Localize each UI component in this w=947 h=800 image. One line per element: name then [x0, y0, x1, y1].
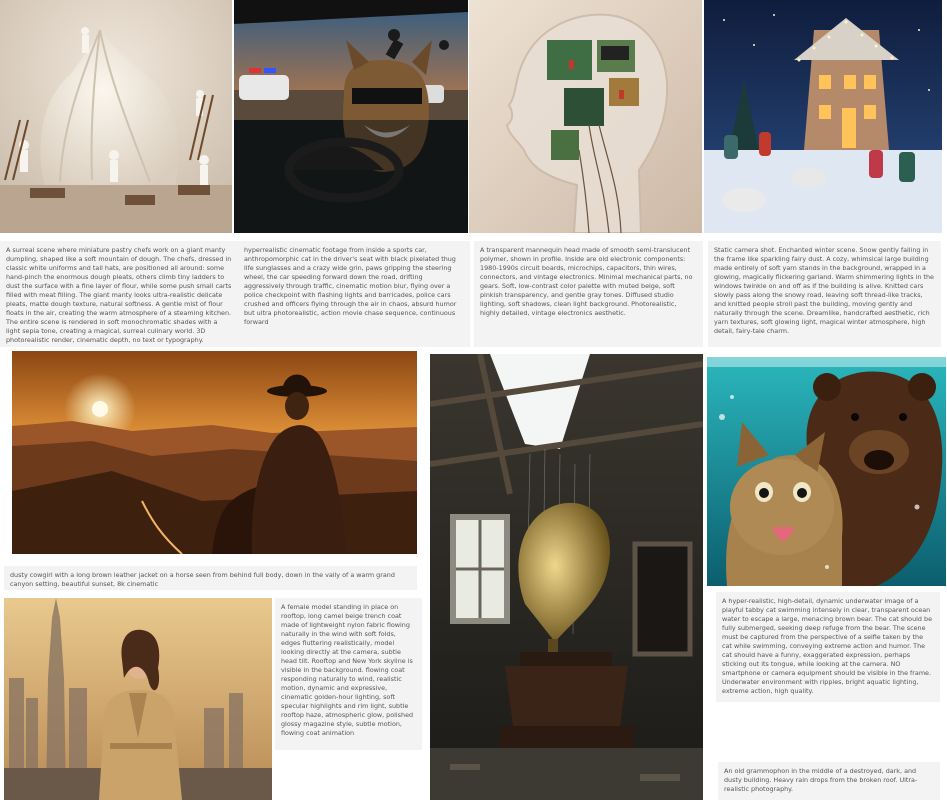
- prompt-caption: A surreal scene where miniature pastry chefs work on a giant manty dumpling, shaped like a soft mountain of dough. The chefs, dressed in classic white uniforms and tall hats, are positioned all around: some hand-pinch the enormous dough pleats, others climb tiny ladders to dust the surface with a fine layer of flour, while some push small carts filled with meat filling. The giant manty looks ultra-realistic delicate pleats, matte dough texture, natural softness. A gentle mist of flour floats in the air, creating the warm atmosphere of a steaming kitchen. The entire scene is rendered in soft monochromatic shades with a light sepia tone, creating a magical, surreal culinary world. 3D photorealistic render, cinematic depth, no text or typography.: [0, 241, 238, 347]
- image-mannequin-electronics[interactable]: [469, 0, 702, 233]
- gramophone-illustration: [430, 354, 703, 800]
- knitted-winter-illustration: [704, 0, 942, 233]
- image-dough-chefs[interactable]: [0, 0, 232, 233]
- mannequin-illustration: [469, 0, 702, 233]
- image-cat-driver[interactable]: [234, 0, 468, 233]
- image-trench-model[interactable]: [4, 598, 272, 800]
- image-cowgirl-canyon[interactable]: [12, 351, 417, 554]
- prompt-caption: hyperrealistic cinematic footage from inside a sports car, anthropomorphic cat in the driver's seat with black pixelated thug life sunglasses and a crazy wide grin, paws gripping the steering wheel, the car speeding forward down the road, drifting aggressively through traffic, cinematic motion blur, flying over a police checkpoint with flashing lights and barricades, police cars crushed and officers flying through the air in chaos, absurd humor but ultra photorealistic, action movie chase sequence, continuous forward: [238, 241, 470, 347]
- prompt-caption: Static camera shot. Enchanted winter scene. Snow gently falling in the frame like sparkling fairy dust. A cozy, whimsical large building made entirely of soft yarn stands in the background, wrapped in a glowing, magically flickering garland. Warm shimmering lights in the windows twinkle on and off as if the building is alive. Knitted cars slowly pass along the snowy road, leaving soft thread-like tracks, and knitted people stroll past the building, moving gently and naturally through the scene. Dreamlike, handcrafted aesthetic, rich yarn textures, soft glowing light, magical winter atmosphere, high detail, fairy-tale charm.: [708, 241, 941, 347]
- image-gramophone[interactable]: [430, 354, 703, 800]
- dough-chefs-illustration: [0, 0, 232, 233]
- image-cat-bear[interactable]: [707, 357, 946, 586]
- cat-driver-illustration: [234, 0, 468, 233]
- trench-model-illustration: [4, 598, 272, 800]
- prompt-caption: A transparent mannequin head made of smooth semi-translucent polymer, shown in profile. Inside are old electronic components: 1980-1990s circuit boards, microchips, capacitors, thin wires, connectors, and vintage electronics. Minimal mechanical parts, no gears. Soft, low-contrast color palette with muted beige, soft pinkish transparency, and gentle gray tones. Diffused studio lighting, soft shadows, clean light background. Photorealistic, highly detailed, vintage electronics aesthetic.: [474, 241, 703, 347]
- prompt-caption: A hyper-realistic, high-detail, dynamic underwater image of a playful tabby cat swimming intensely in clear, transparent ocean water to escape a large, menacing brown bear. The cat should be fully submerged, seeking deep refuge from the bear. The scene must be captured from the perspective of a selfie taken by the cat while swimming, conveying extreme action and humor. The cat should have a funny, exaggerated expression, perhaps sticking out its tongue, while looking at the camera. NO smartphone or camera equipment should be visible in the frame. Underwater environment with ripples, bright aquatic lighting, extreme action, high quality.: [716, 592, 940, 702]
- cat-bear-illustration: [707, 357, 946, 586]
- image-knitted-winter[interactable]: [704, 0, 942, 233]
- cowgirl-illustration: [12, 351, 417, 554]
- prompt-caption: dusty cowgirl with a long brown leather jacket on a horse seen from behind full body, down in the vally of a warm grand canyon setting, beautiful sunset, 8k cinematic: [4, 566, 417, 590]
- prompt-caption: An old grammophon in the middle of a destroyed, dark, and dusty building. Heavy rain drops from the broken roof. Ultra-realistic photography.: [718, 762, 940, 800]
- prompt-caption: A female model standing in place on rooftop, long camel beige trench coat made of lightweight nylon fabric flowing naturally in the wind with soft folds, edges fluttering realistically, model looking directly at the camera, subtle head tilt. Rooftop and New York skyline is visible in the background. flowing coat responding naturally to wind, realistic motion, dynamic and expressive, cinematic golden-hour lighting, soft specular highlights and rim light, subtle rooftop haze, atmospheric glow, polished glossy magazine style, subtle motion, flowing coat animation: [275, 598, 422, 750]
